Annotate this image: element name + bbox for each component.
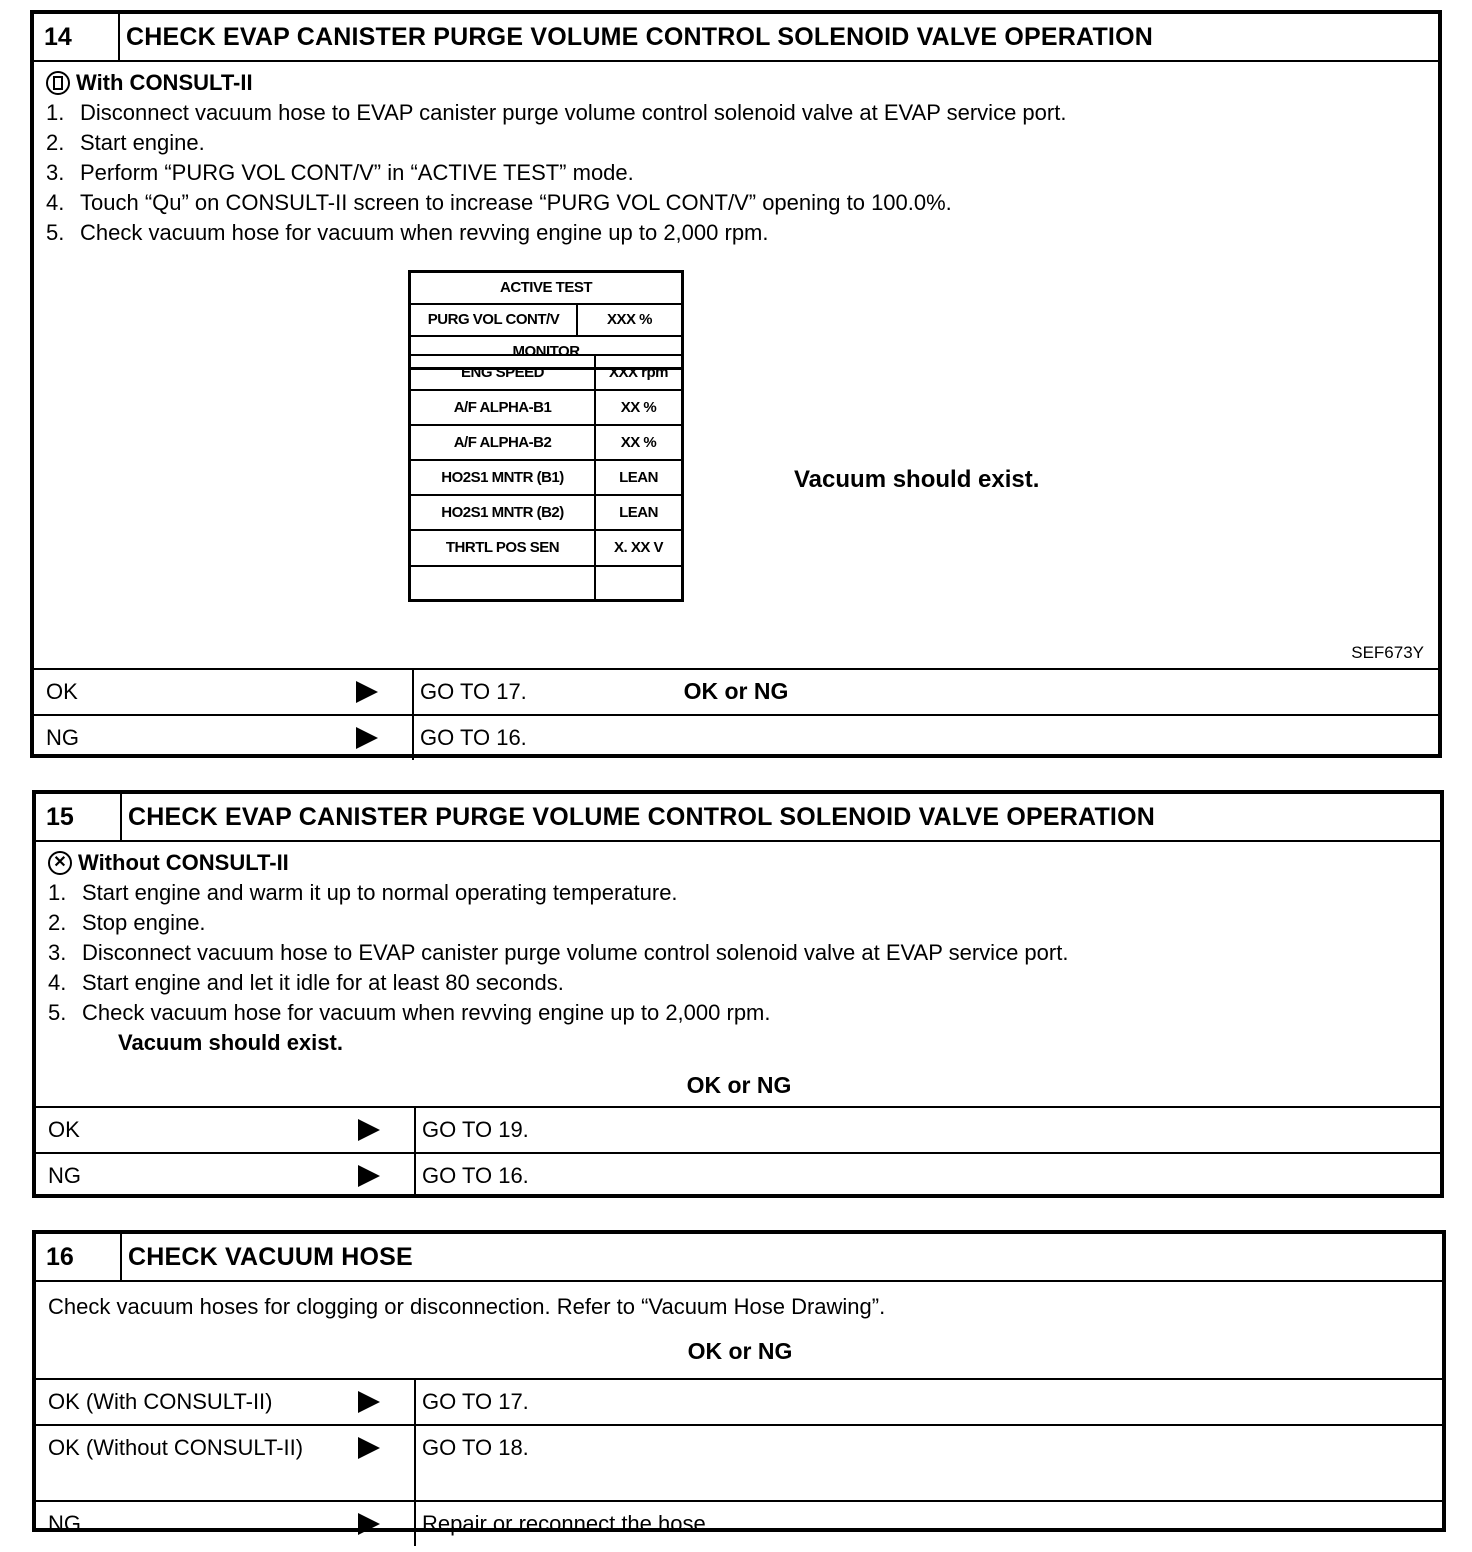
arrow-right-icon <box>356 727 378 749</box>
item-number: 2. <box>48 910 67 935</box>
item-text: Start engine and warm it up to normal operating temperature. <box>82 880 678 905</box>
item-number: 5. <box>48 1000 67 1025</box>
step-list <box>46 98 1428 248</box>
list-item <box>48 998 1430 1028</box>
test-item-value: XXX % <box>577 304 683 336</box>
item-number: 1. <box>48 880 67 905</box>
result-label: OK (With CONSULT-II) <box>48 1389 273 1414</box>
result-row-ng <box>36 1500 1442 1546</box>
list-item <box>48 878 1430 908</box>
list-item <box>46 98 1428 128</box>
monitor-label: A/F ALPHA-B1 <box>410 390 596 425</box>
step-number: 16 <box>36 1234 122 1280</box>
monitor-label: ENG SPEED <box>410 355 596 390</box>
list-item <box>46 128 1428 158</box>
result-action: GO TO 17. <box>422 1389 529 1414</box>
list-item <box>48 938 1430 968</box>
monitor-label: HO2S1 MNTR (B1) <box>410 460 596 495</box>
list-item <box>48 968 1430 998</box>
item-number: 5. <box>46 220 65 245</box>
list-item <box>48 908 1430 938</box>
instruction-text: Check vacuum hoses for clogging or disconnection. Refer to “Vacuum Hose Drawing”. <box>48 1294 886 1319</box>
item-text: Start engine and let it idle for at least 80 seconds. <box>82 970 564 995</box>
monitor-label: THRTL POS SEN <box>410 530 596 566</box>
list-item <box>46 218 1428 248</box>
subheading-text: Without CONSULT-II <box>78 850 289 875</box>
result-label: OK (Without CONSULT-II) <box>48 1435 304 1460</box>
monitor-value: XXX rpm <box>595 355 683 390</box>
result-row-ok <box>36 1106 1440 1152</box>
item-text: Disconnect vacuum hose to EVAP canister purge volume control solenoid valve at EVAP service port. <box>80 100 1067 125</box>
result-row-ng <box>36 1152 1440 1198</box>
vacuum-note: Vacuum should exist. <box>794 466 1040 493</box>
item-number: 3. <box>48 940 67 965</box>
step-number: 14 <box>34 14 120 60</box>
result-row-ok <box>34 668 1438 714</box>
step-header <box>36 794 1440 842</box>
monitor-label <box>410 566 596 600</box>
arrow-right-icon <box>358 1437 380 1459</box>
no-consult-icon: ✕ <box>48 851 72 875</box>
item-text: Check vacuum hose for vacuum when revving engine up to 2,000 rpm. <box>80 220 769 245</box>
active-test-header: ACTIVE TEST <box>410 272 683 305</box>
result-action: GO TO 16. <box>422 1163 529 1188</box>
item-text: Touch “Qu” on CONSULT-II screen to increase “PURG VOL CONT/V” opening to 100.0%. <box>80 190 952 215</box>
result-action: GO TO 19. <box>422 1117 529 1142</box>
result-label: NG <box>46 725 79 750</box>
item-text: Perform “PURG VOL CONT/V” in “ACTIVE TEST” mode. <box>80 160 634 185</box>
monitor-value <box>595 566 683 600</box>
item-text: Start engine. <box>80 130 205 155</box>
ok-ng-label: OK or NG <box>686 1072 792 1098</box>
subheading <box>48 848 1430 878</box>
result-row-ng <box>34 714 1438 760</box>
results <box>36 1378 1442 1546</box>
item-number: 1. <box>46 100 65 125</box>
result-label: NG <box>48 1163 81 1188</box>
monitor-value: LEAN <box>595 495 683 530</box>
result-action: GO TO 18. <box>422 1435 529 1460</box>
vacuum-note: Vacuum should exist. <box>118 1030 343 1055</box>
subheading <box>46 68 1428 98</box>
step-number: 15 <box>36 794 122 840</box>
list-item <box>46 158 1428 188</box>
result-action: GO TO 17. <box>420 679 527 704</box>
item-text: Check vacuum hose for vacuum when revving engine up to 2,000 rpm. <box>82 1000 771 1025</box>
test-item-label: PURG VOL CONT/V <box>410 304 578 336</box>
list-item <box>46 188 1428 218</box>
step-header <box>36 1234 1442 1282</box>
monitor-value: XX % <box>595 390 683 425</box>
result-row-ok-with-consult <box>36 1378 1442 1424</box>
monitor-header: MONITOR <box>410 336 683 369</box>
step-14-box <box>30 10 1442 758</box>
result-action: Repair or reconnect the hose. <box>422 1511 712 1536</box>
ok-ng-label: OK or NG <box>687 1338 793 1364</box>
item-number: 4. <box>48 970 67 995</box>
arrow-right-icon <box>358 1513 380 1535</box>
arrow-right-icon <box>358 1391 380 1413</box>
arrow-right-icon <box>358 1165 380 1187</box>
monitor-value: XX % <box>595 425 683 460</box>
step-body <box>36 1282 1442 1378</box>
step-16-box <box>32 1230 1446 1536</box>
item-text: Stop engine. <box>82 910 206 935</box>
arrow-right-icon <box>356 681 378 703</box>
item-number: 4. <box>46 190 65 215</box>
step-body <box>36 842 1440 1114</box>
step-header <box>34 14 1438 62</box>
step-title: CHECK VACUUM HOSE <box>128 1242 413 1271</box>
arrow-right-icon <box>358 1119 380 1141</box>
result-label: OK <box>48 1117 80 1142</box>
monitor-label: HO2S1 MNTR (B2) <box>410 495 596 530</box>
monitor-table <box>408 354 684 602</box>
item-number: 2. <box>46 130 65 155</box>
monitor-value: X. XX V <box>595 530 683 566</box>
result-label: NG <box>48 1511 81 1536</box>
item-text: Disconnect vacuum hose to EVAP canister purge volume control solenoid valve at EVAP service port. <box>82 940 1069 965</box>
result-action: GO TO 16. <box>420 725 527 750</box>
consult-ii-icon <box>46 71 70 95</box>
ok-ng-label: OK or NG <box>683 678 789 704</box>
step-list <box>48 878 1430 1028</box>
result-row-ok-without-consult <box>36 1424 1442 1500</box>
step-title: CHECK EVAP CANISTER PURGE VOLUME CONTROL SOLENOID VALVE OPERATION <box>128 802 1155 831</box>
step-title: CHECK EVAP CANISTER PURGE VOLUME CONTROL SOLENOID VALVE OPERATION <box>126 22 1153 51</box>
subheading-text: With CONSULT-II <box>76 70 253 95</box>
item-number: 3. <box>46 160 65 185</box>
step-15-box <box>32 790 1444 1198</box>
monitor-label: A/F ALPHA-B2 <box>410 425 596 460</box>
result-label: OK <box>46 679 78 704</box>
figure-id: SEF673Y <box>1351 643 1424 662</box>
monitor-value: LEAN <box>595 460 683 495</box>
